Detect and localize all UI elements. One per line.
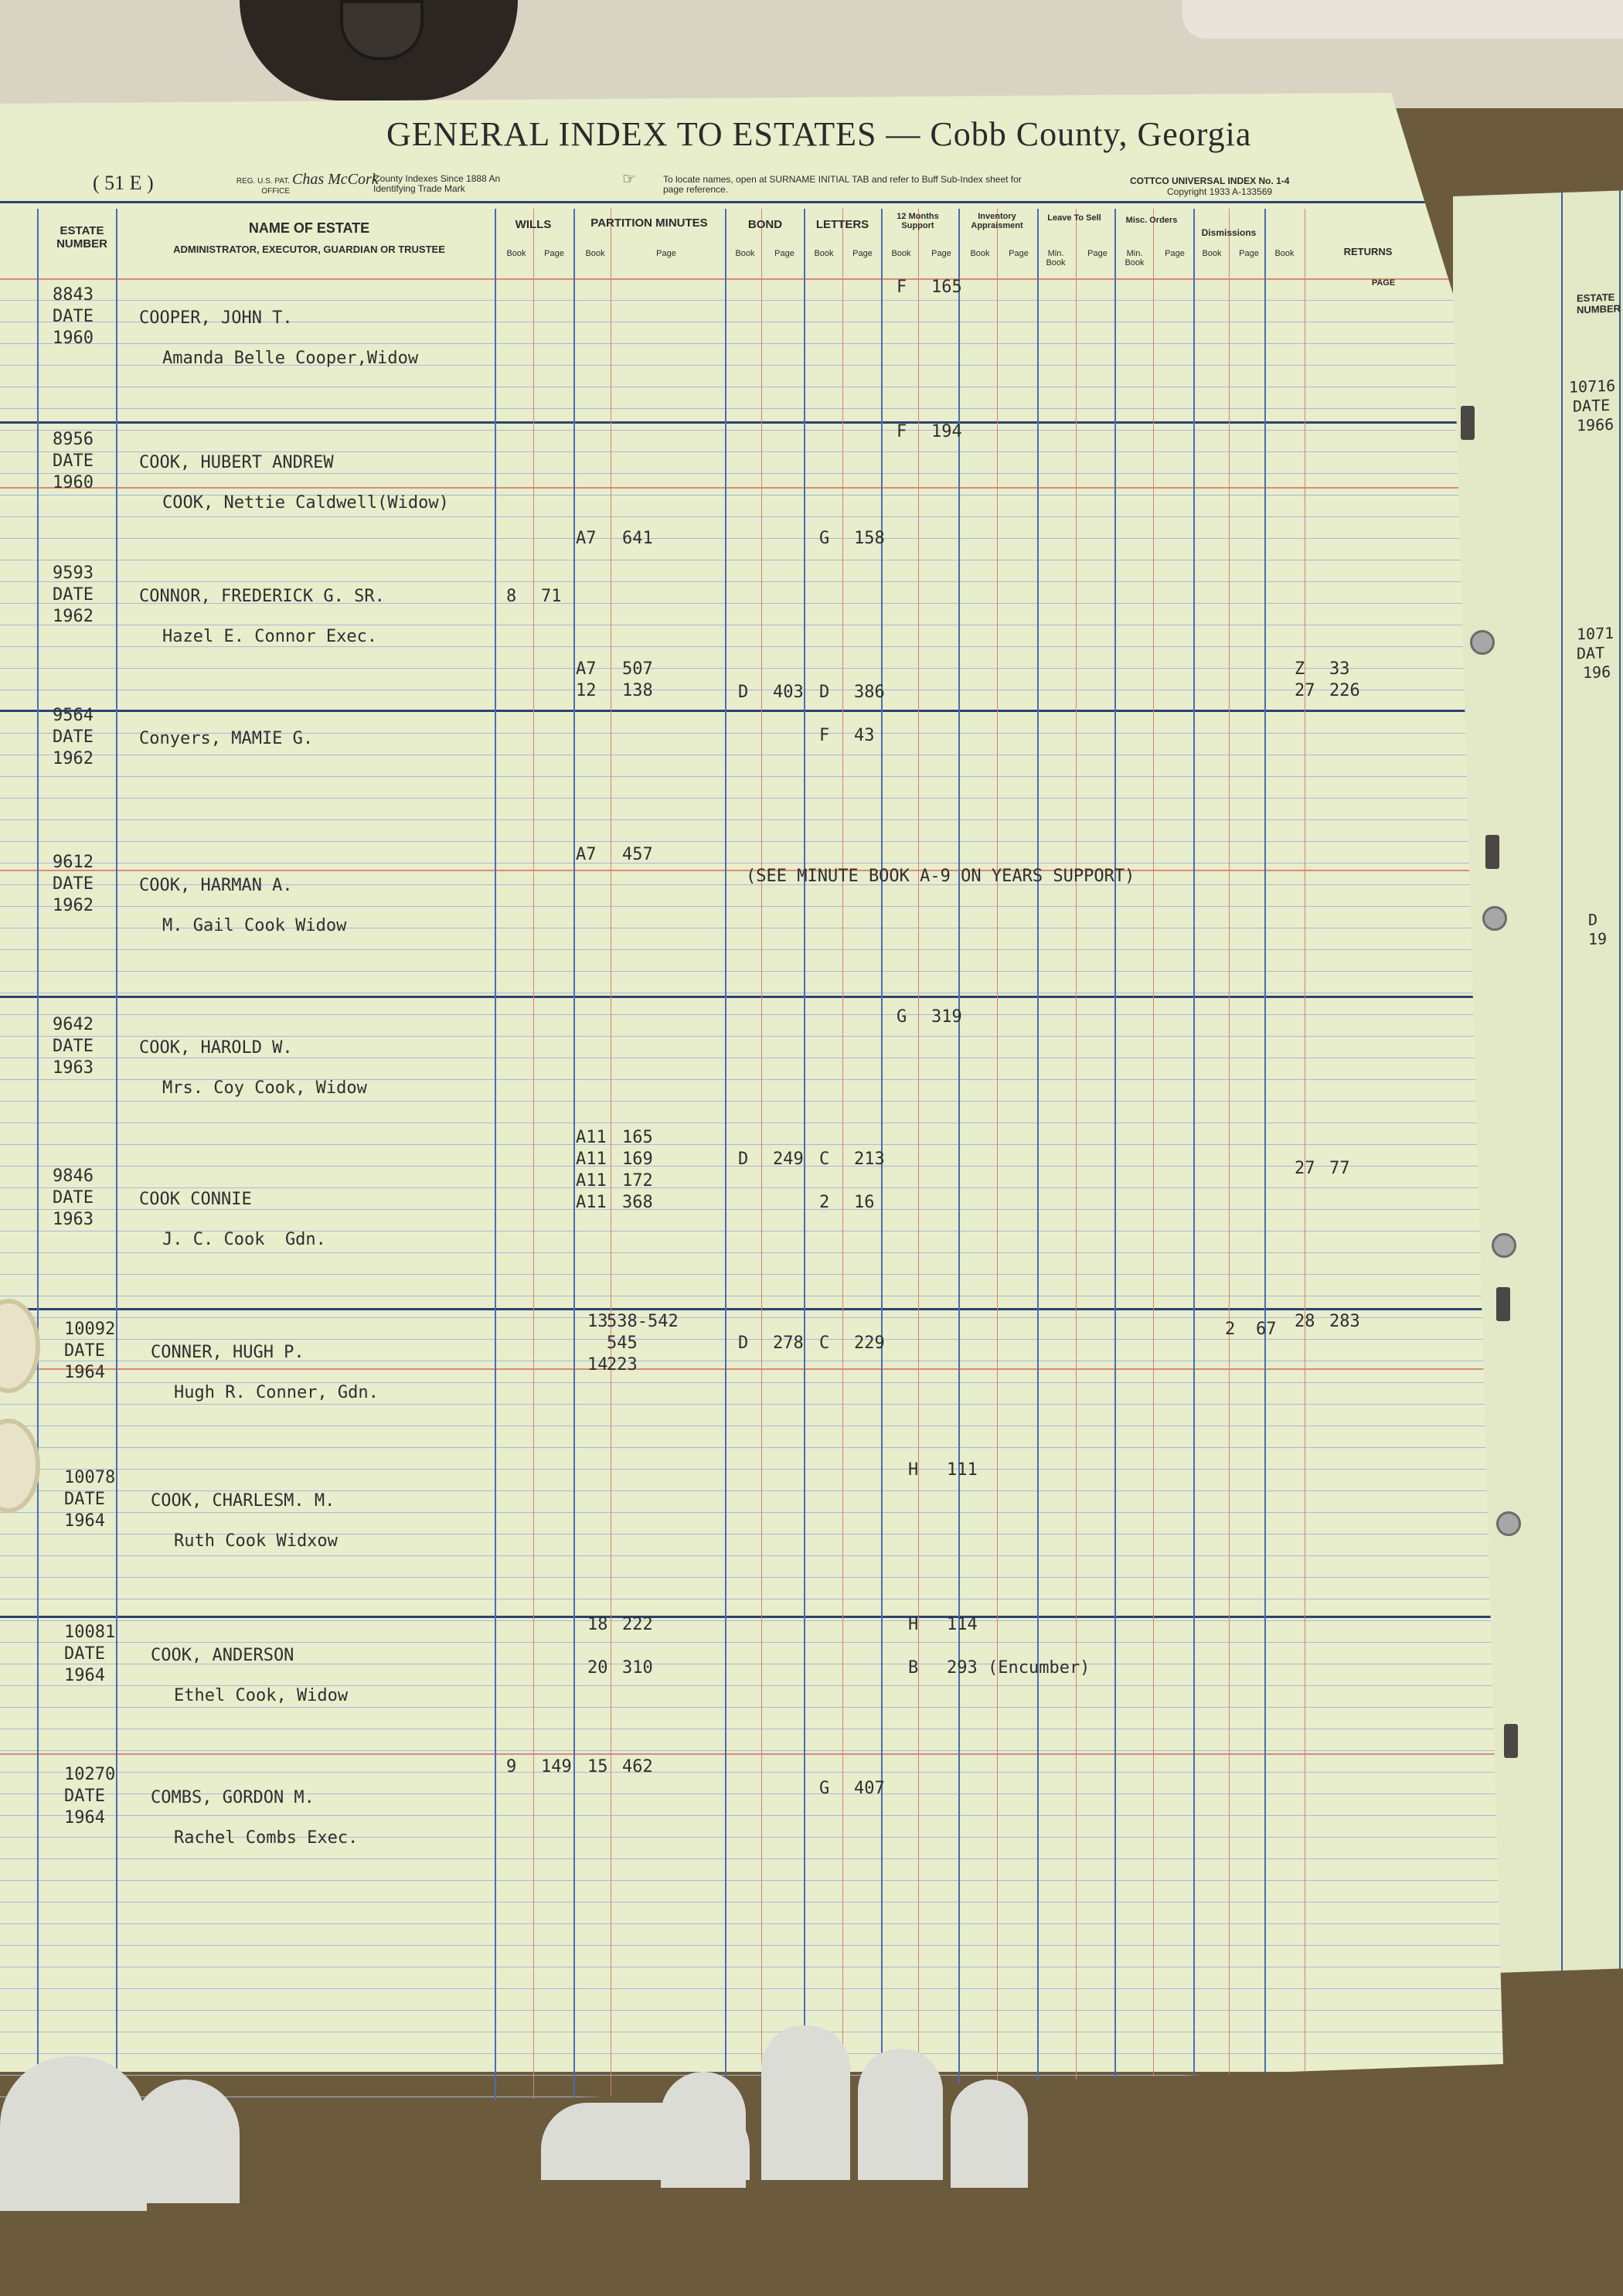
ruled-line <box>0 516 1507 517</box>
ruled-line <box>0 1880 1507 1881</box>
estate-name: COMBS, GORDON M. <box>151 1788 315 1807</box>
column-rule <box>881 209 883 2296</box>
ruled-line <box>0 1339 1507 1340</box>
support-page: 111 <box>947 1460 978 1480</box>
estate-year: 1964 <box>64 1808 105 1828</box>
index-tab <box>1504 1724 1518 1758</box>
wills-book: 9 <box>506 1757 517 1777</box>
estate-date-label: DATE <box>53 451 94 471</box>
ruled-line <box>0 2053 1507 2054</box>
col-returns-page: PAGE <box>1371 278 1396 288</box>
estate-name: CONNER, HUGH P. <box>151 1343 305 1362</box>
estate-date-label: DATE <box>53 307 94 326</box>
subheader-page: Page <box>1239 249 1259 258</box>
ruled-line <box>0 819 1507 820</box>
returns-page: 283 <box>1329 1312 1360 1331</box>
returns-page: 33 226 <box>1329 659 1360 700</box>
estate-name: COOK, HUBERT ANDREW <box>139 453 334 472</box>
estate-number: 10270 <box>64 1765 116 1784</box>
support-book: F <box>897 422 907 441</box>
subheader-book: Book <box>1274 249 1295 258</box>
estate-number: 8956 <box>53 430 94 449</box>
index-tab <box>1461 406 1475 440</box>
gloved-hand <box>131 2080 240 2203</box>
ruled-line <box>0 1274 1507 1275</box>
estate-name: COOK, ANDERSON <box>151 1646 294 1665</box>
column-rule <box>573 209 575 2296</box>
subheader-page: Page <box>1009 249 1029 258</box>
col-name-of-estate: NAME OF ESTATE <box>248 220 370 236</box>
col-estate-number: ESTATE NUMBER <box>56 224 107 250</box>
ruled-line <box>0 1902 1507 1903</box>
estate-name: COOK CONNIE <box>139 1190 252 1209</box>
adjacent-number: 1071 <box>1577 623 1614 644</box>
column-rule <box>725 209 726 2296</box>
partition-book: A7 <box>576 529 597 548</box>
subheader-min-book: Min. Book <box>1125 249 1145 267</box>
support-page: 194 <box>931 422 962 441</box>
estate-date-label: DATE <box>53 1188 94 1208</box>
ruled-line <box>0 343 1507 344</box>
partition-page: 222 310 <box>622 1615 653 1678</box>
subheader-page: Page <box>1165 249 1185 258</box>
estate-name: COOK, HAROLD W. <box>139 1038 293 1058</box>
returns-book: 28 <box>1295 1312 1315 1331</box>
ruled-line <box>0 300 1507 301</box>
adjacent-date: D <box>1588 910 1598 929</box>
adjacent-column-line <box>1619 190 1621 1968</box>
reg-text: REG. U.S. PAT. OFFICE <box>236 177 290 196</box>
column-rule <box>1037 209 1039 2296</box>
estate-date-label: DATE <box>53 727 94 747</box>
subheader-book: Book <box>506 249 526 258</box>
estate-note: (SEE MINUTE BOOK A-9 ON YEARS SUPPORT) <box>746 867 1135 886</box>
ruled-line <box>0 1101 1507 1102</box>
subheader-book: Book <box>735 249 755 258</box>
column-rule <box>116 209 117 2296</box>
adjacent-date: DATE <box>1573 395 1611 416</box>
ruled-line <box>0 1317 1507 1318</box>
column-rule <box>495 209 496 2296</box>
estate-administrator: Ruth Cook Widxow <box>174 1531 338 1551</box>
ruled-line <box>0 1620 1507 1621</box>
ruled-line <box>0 906 1507 907</box>
gloved-finger <box>858 2049 943 2180</box>
index-tab <box>1496 1287 1510 1321</box>
col-letters: LETTERS <box>815 218 869 231</box>
col-misc-orders: Misc. Orders <box>1125 216 1178 225</box>
column-rule-red <box>997 209 998 2296</box>
partition-page: 507 138 <box>622 659 653 700</box>
locate-instructions: To locate names, open at SURNAME INITIAL TAB and refer to Buff Sub-Index sheet for page reference. <box>663 174 1022 195</box>
subheader-book: Book <box>585 249 605 258</box>
col-partition: PARTITION MINUTES <box>590 216 708 230</box>
adjacent-number: 10716 <box>1569 376 1616 397</box>
subheader-book: Book <box>891 249 911 258</box>
estate-number: 9564 <box>53 706 94 725</box>
entry-separator <box>0 1616 1507 1618</box>
letters-page: 158 <box>854 529 885 548</box>
binder-rivet <box>1482 906 1507 931</box>
dismissions-page: 67 <box>1256 1320 1277 1339</box>
estate-year: 1962 <box>53 896 94 915</box>
ruled-line <box>0 1144 1507 1145</box>
returns-book: 27 <box>1295 1159 1315 1178</box>
estate-year: 1964 <box>64 1511 105 1531</box>
ruled-line <box>0 1858 1507 1859</box>
ruled-line <box>0 408 1507 409</box>
adjacent-year: 1966 <box>1577 414 1614 435</box>
ruled-line <box>0 971 1507 972</box>
partition-book: A7 <box>576 845 597 864</box>
gloved-finger <box>661 2072 746 2188</box>
estate-name: Conyers, MAMIE G. <box>139 729 314 748</box>
bond-book: D <box>738 1150 749 1169</box>
ruled-line <box>0 1923 1507 1924</box>
partition-book: A7 12 <box>576 659 597 700</box>
column-rule <box>1264 209 1266 2296</box>
column-rule-red <box>918 209 919 2296</box>
estate-number: 9593 <box>53 564 94 583</box>
page-title: GENERAL INDEX TO ESTATES — Cobb County, Georgia <box>386 115 1252 153</box>
letters-page: 213 16 <box>854 1150 885 1212</box>
ruled-line-red <box>0 1753 1507 1755</box>
ruled-line <box>0 1750 1507 1751</box>
adjacent-column-line <box>1561 192 1563 1971</box>
col-bond: BOND <box>747 218 783 231</box>
adjacent-header: ESTATE NUMBER <box>1577 291 1621 316</box>
estate-administrator: Mrs. Coy Cook, Widow <box>162 1078 367 1098</box>
index-tab <box>1485 835 1499 869</box>
ruled-line <box>0 1036 1507 1037</box>
entry-separator <box>0 996 1507 998</box>
partition-page: 641 <box>622 529 653 548</box>
col-inventory: Inventory Appraisment <box>971 212 1023 230</box>
ruled-line <box>0 1815 1507 1816</box>
bond-book: D <box>738 683 749 702</box>
subheader-page: Page <box>774 249 794 258</box>
estate-year: 1962 <box>53 749 94 768</box>
col-returns: RETURNS <box>1343 246 1393 257</box>
subheader-page: Page <box>931 249 951 258</box>
letters-book: C <box>819 1334 830 1353</box>
ruled-line <box>0 1469 1507 1470</box>
estate-name: COOK, CHARLESM. M. <box>151 1491 335 1511</box>
col-dismissions: Dismissions <box>1201 227 1257 238</box>
brand-text: County Indexes Since 1888 An Identifying Trade Mark <box>373 173 501 194</box>
estate-date-label: DATE <box>64 1490 105 1509</box>
partition-page: 457 <box>622 845 653 864</box>
ruled-line <box>0 1166 1507 1167</box>
wills-page: 71 <box>541 587 562 606</box>
estate-administrator: Rachel Combs Exec. <box>174 1828 359 1848</box>
ruled-line <box>0 1187 1507 1188</box>
ruled-line <box>0 668 1507 669</box>
entry-separator <box>0 1308 1507 1310</box>
col-wills: WILLS <box>515 218 552 231</box>
binder-rivet <box>1496 1511 1521 1536</box>
ruled-line <box>0 1404 1507 1405</box>
column-rule-red <box>1229 209 1230 2296</box>
subheader-page: Page <box>852 249 873 258</box>
estate-year: 1963 <box>53 1210 94 1229</box>
estate-date-label: DATE <box>53 1037 94 1056</box>
ruled-line <box>0 581 1507 582</box>
column-rule <box>804 209 805 2296</box>
ruled-line <box>0 1014 1507 1015</box>
estate-name: COOK, HARMAN A. <box>139 876 293 895</box>
ruled-line-red <box>0 1368 1507 1370</box>
ruled-line <box>0 841 1507 842</box>
estate-year: 1964 <box>64 1666 105 1685</box>
ruled-line <box>0 1988 1507 1989</box>
adjacent-year: 19 <box>1588 929 1608 949</box>
bond-page: 278 <box>773 1334 804 1353</box>
estate-administrator: Hazel E. Connor Exec. <box>162 627 378 646</box>
ruled-line <box>0 1555 1507 1556</box>
estate-administrator: J. C. Cook Gdn. <box>162 1230 326 1249</box>
column-rule-red <box>842 209 843 2296</box>
estate-name: CONNOR, FREDERICK G. SR. <box>139 587 385 606</box>
ruled-line <box>0 776 1507 777</box>
column-rule-red <box>761 209 762 2296</box>
letters-book: G <box>819 529 830 548</box>
subheader-book: Book <box>1202 249 1222 258</box>
adjacent-date: DAT <box>1577 643 1605 663</box>
ruled-line <box>0 1122 1507 1123</box>
support-book: G <box>897 1007 907 1027</box>
estate-name: COOPER, JOHN T. <box>139 308 293 328</box>
ruled-line <box>0 430 1507 431</box>
estate-year: 1963 <box>53 1058 94 1078</box>
column-rule-red <box>1153 209 1154 2296</box>
binder-rivet <box>1470 630 1495 655</box>
letters-page: 386 43 <box>854 683 885 745</box>
ruled-line <box>0 1642 1507 1643</box>
ruled-line-red <box>0 487 1507 489</box>
column-rule <box>37 209 39 2296</box>
support-page: 114 293 (Encumber) <box>947 1615 1091 1678</box>
estate-date-label: DATE <box>64 1787 105 1806</box>
ruled-line <box>0 538 1507 539</box>
partition-book: 13 14 <box>587 1312 608 1375</box>
partition-book: 18 20 <box>587 1615 608 1678</box>
partition-book: 15 <box>587 1757 608 1777</box>
estate-number: 9642 <box>53 1015 94 1034</box>
estate-administrator: COOK, Nettie Caldwell(Widow) <box>162 493 449 513</box>
gloved-finger <box>951 2080 1028 2188</box>
ruled-line <box>0 798 1507 799</box>
column-rule <box>1193 209 1195 2296</box>
estate-date-label: DATE <box>53 874 94 894</box>
column-rule-red <box>1076 209 1077 2296</box>
estate-administrator: Hugh R. Conner, Gdn. <box>174 1383 379 1402</box>
subheader-book: Book <box>970 249 990 258</box>
adjacent-year: 196 <box>1583 662 1611 683</box>
support-page: 165 <box>931 278 962 297</box>
estate-date-label: DATE <box>64 1341 105 1361</box>
partition-page: 165 169 172 368 <box>622 1128 653 1212</box>
letters-book: D F <box>819 683 830 745</box>
estate-administrator: Ethel Cook, Widow <box>174 1686 349 1705</box>
page-number: ( 51 E ) <box>93 172 154 194</box>
cottco-index: COTTCO UNIVERSAL INDEX No. 1-4 <box>1130 175 1290 186</box>
letters-page: 229 <box>854 1334 885 1353</box>
subheader-page: Page <box>544 249 564 258</box>
estate-date-label: DATE <box>53 585 94 605</box>
estate-number: 10081 <box>64 1623 116 1642</box>
letters-book: C 2 <box>819 1150 830 1212</box>
subheader-page: Page <box>656 249 676 258</box>
subheader-book: Book <box>814 249 834 258</box>
entry-separator <box>0 421 1507 424</box>
copyright: Copyright 1933 A-133569 <box>1167 186 1273 197</box>
pointing-hand-icon: ☞ <box>622 171 636 188</box>
estate-number: 9612 <box>53 853 94 872</box>
ruled-line <box>0 1252 1507 1253</box>
returns-page: 77 <box>1329 1159 1350 1178</box>
ruled-line <box>0 2075 1507 2076</box>
subheader-min-book: Min. Book <box>1046 249 1066 267</box>
estate-number: 9846 <box>53 1167 94 1186</box>
estate-year: 1964 <box>64 1363 105 1382</box>
ruled-line <box>0 863 1507 864</box>
ruled-line <box>0 2010 1507 2011</box>
ruled-line <box>0 1707 1507 1708</box>
column-rule <box>958 209 960 2296</box>
bond-page: 249 <box>773 1150 804 1169</box>
col-leave-to-sell: Leave To Sell <box>1047 213 1101 223</box>
estate-number: 10078 <box>64 1468 116 1487</box>
ruled-line <box>0 1577 1507 1578</box>
bond-book: D <box>738 1334 749 1353</box>
estate-administrator: Amanda Belle Cooper,Widow <box>162 349 419 368</box>
gloved-finger <box>761 2025 850 2180</box>
letters-book: G <box>819 1779 830 1798</box>
subheader-page: Page <box>1087 249 1108 258</box>
support-book: H B <box>908 1615 919 1678</box>
returns-book: Z 27 <box>1295 659 1315 700</box>
col-12-months-support: 12 Months Support <box>897 212 939 230</box>
partition-page: 538-542 545 223 <box>607 1312 679 1375</box>
ruled-line <box>0 949 1507 950</box>
partition-book: A11 A11 A11 A11 <box>576 1128 607 1212</box>
bond-page: 403 <box>773 683 804 702</box>
ruled-line <box>0 1447 1507 1448</box>
support-book: H <box>908 1460 919 1480</box>
estate-date-label: DATE <box>64 1644 105 1664</box>
partition-page: 462 <box>622 1757 653 1777</box>
binder-rivet <box>1492 1233 1516 1258</box>
desk-object <box>1182 0 1623 39</box>
ruled-line <box>0 1772 1507 1773</box>
support-page: 319 <box>931 1007 962 1027</box>
support-book: F <box>897 278 907 297</box>
ruled-line <box>0 1945 1507 1946</box>
entry-separator <box>0 201 1507 203</box>
column-rule-red <box>533 209 534 2296</box>
ruled-line-red <box>0 278 1507 280</box>
estate-administrator: M. Gail Cook Widow <box>162 916 347 935</box>
wills-book: 8 <box>506 587 517 606</box>
column-rule <box>1114 209 1116 2296</box>
estate-number: 8843 <box>53 285 94 305</box>
dismissions-book: 2 <box>1225 1320 1236 1339</box>
wills-page: 149 <box>541 1757 572 1777</box>
col-admin: ADMINISTRATOR, EXECUTOR, GUARDIAN OR TRUSTEE <box>173 244 445 255</box>
estate-year: 1962 <box>53 607 94 626</box>
estate-year: 1960 <box>53 329 94 348</box>
estate-year: 1960 <box>53 473 94 492</box>
letters-page: 407 <box>854 1779 885 1798</box>
ruled-line <box>0 1512 1507 1513</box>
entry-separator <box>0 710 1507 712</box>
estate-number: 10092 <box>64 1320 116 1339</box>
brand-signature: Chas McCork <box>292 171 379 188</box>
gloved-hand <box>0 2056 147 2211</box>
